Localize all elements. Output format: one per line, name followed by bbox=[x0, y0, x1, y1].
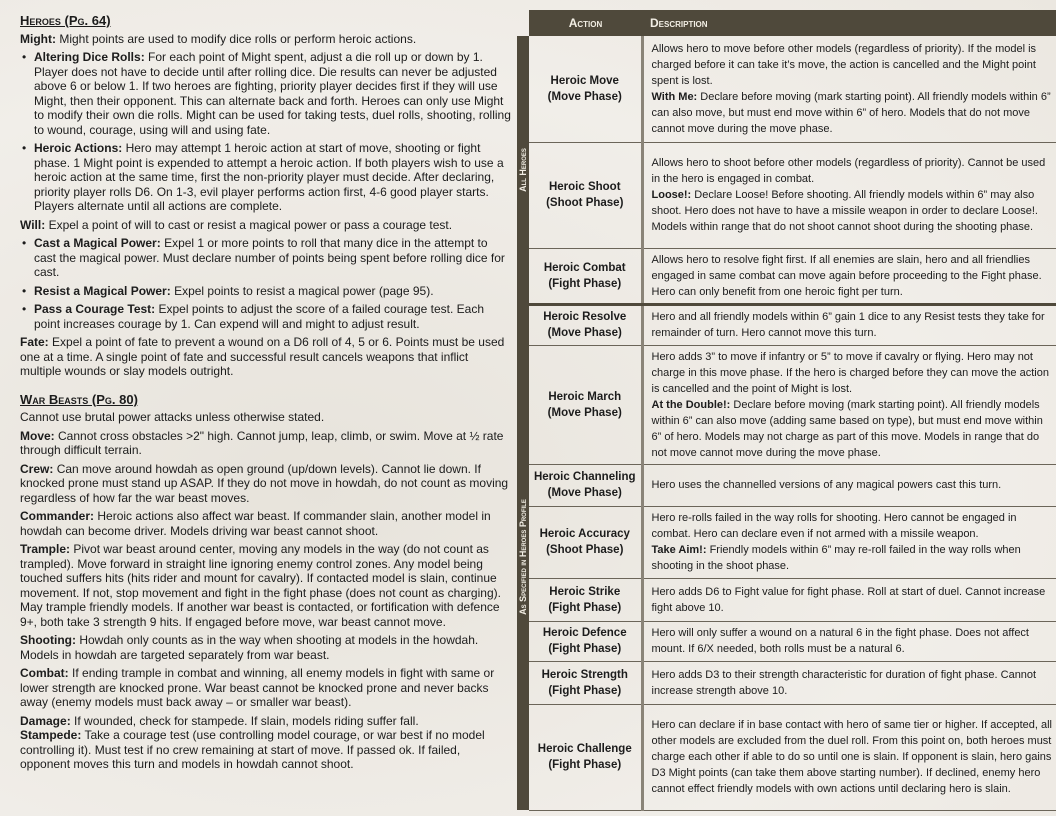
war-beast-trample-rule bbox=[20, 542, 512, 629]
rule-label: Combat: bbox=[20, 666, 69, 680]
action-name: Heroic Channeling bbox=[533, 471, 636, 483]
rule-text: Expel points to resist a magical power (page 95). bbox=[174, 283, 434, 298]
action-phase: (Fight Phase) bbox=[548, 759, 622, 771]
heroic-actions-rule bbox=[20, 141, 512, 214]
action-cell bbox=[529, 506, 642, 578]
description-text: Hero can declare if in base contact with hero of same tier or higher. If accepted, all other models are excluded from the duel roll. From this point on, both heroes must charge each other if able to do so until one is slain. If opponent is slain, hero gains D3 Might points (can take them above starting number). If declined, enemy hero cannot effect friendly models with own actions until declaring hero is slain. bbox=[651, 719, 1052, 795]
description-cell bbox=[642, 304, 1056, 345]
description-cell bbox=[642, 36, 1056, 142]
altering-dice-rolls-rule bbox=[20, 50, 512, 137]
group-label-text: All Heroes bbox=[518, 148, 528, 192]
war-beast-shooting-rule bbox=[20, 633, 512, 662]
action-name: Heroic Move bbox=[550, 74, 619, 87]
table-row bbox=[517, 661, 1056, 704]
special-action-label: Loose!: bbox=[651, 189, 692, 201]
heroes-section-title: Heroes (Pg. 64) bbox=[20, 13, 111, 28]
action-phase: (Move Phase) bbox=[547, 90, 622, 103]
special-action-label: Take Aim!: bbox=[651, 544, 707, 556]
action-name: Heroic Accuracy bbox=[539, 528, 630, 540]
description-text: Hero adds D3 to their strength characteristic for duration of fight phase. Cannot increase strength above 10. bbox=[651, 668, 1037, 697]
description-cell bbox=[642, 578, 1056, 621]
war-beast-stampede-rule bbox=[20, 728, 512, 772]
table-row bbox=[517, 248, 1056, 304]
rule-text: Expel a point of will to cast or resist a magical power or pass a courage test. bbox=[48, 217, 453, 232]
action-cell bbox=[529, 704, 642, 810]
rule-label: Fate: bbox=[20, 335, 49, 349]
rule-label: Resist a Magical Power: bbox=[34, 283, 171, 298]
special-action-label: With Me: bbox=[651, 90, 698, 103]
rule-text: Heroic actions also affect war beast. If commander slain, another model in howdah can become driver. Models driving war beast cannot shoot. bbox=[20, 509, 491, 538]
header-description: Description bbox=[642, 10, 1056, 36]
description-text: Hero adds D6 to Fight value for fight phase. Roll at start of duel. Cannot increase fight above 10. bbox=[651, 585, 1046, 614]
action-cell bbox=[529, 621, 642, 661]
war-beasts-intro: Cannot use brutal power attacks unless otherwise stated. bbox=[20, 410, 325, 424]
description-cell bbox=[642, 661, 1056, 704]
rule-text: Hero may attempt 1 heroic action at start of move, shooting or fight phase. 1 Might point is expended to attempt a heroic action. If both players wish to use a heroic action at the same time, first the non-priority player must decide. After declaring, priority player rolls D6. On 1-3, evil player performs action first, 4-6 good player starts. Players alternate until all actions are complete. bbox=[34, 141, 504, 213]
description-cell bbox=[642, 621, 1056, 661]
action-cell bbox=[529, 142, 642, 248]
action-cell bbox=[529, 345, 642, 464]
rule-label: Commander: bbox=[20, 509, 95, 523]
rule-text: Howdah only counts as in the way when shooting at models in the howdah. Models in howdah are targeted separately from war beast. bbox=[20, 633, 479, 662]
action-cell bbox=[529, 578, 642, 621]
rule-label: Move: bbox=[20, 428, 55, 443]
war-beasts-section-title: War Beasts (Pg. 80) bbox=[20, 391, 138, 407]
pass-courage-test-rule bbox=[20, 302, 512, 331]
description-cell bbox=[642, 506, 1056, 578]
war-beast-combat-rule bbox=[20, 666, 512, 710]
table-header-row bbox=[517, 10, 1056, 36]
action-cell bbox=[529, 464, 642, 506]
heroic-actions-table-container bbox=[517, 10, 1056, 811]
rule-label: Altering Dice Rolls: bbox=[34, 50, 145, 64]
description-text: Allows hero to move before other models (regardless of priority). If the model is charged before it can take it’s move, the action is cancelled and the Might point spent is lost. bbox=[651, 42, 1037, 87]
group-label-text: As Specified in Heroes Profile bbox=[518, 499, 528, 615]
table-row bbox=[517, 578, 1056, 621]
header-action: Action bbox=[529, 10, 642, 36]
rule-text: For each point of Might spent, adjust a die roll up or down by 1. Player does not have to decide until after rolling dice. Die results can never be adjusted above 6 or below 1. If two heroes are fighting, priority player decides first if they will use Might, then their opponent. This can alternate back and forth. Heroes can only use Might to modify their own die rolls. Might can be used for taking tests, duel rolls, shooting, rolling to wound, courage, using will and using fate. bbox=[34, 50, 511, 137]
heroic-actions-table bbox=[517, 10, 1056, 811]
fate-rule bbox=[20, 335, 512, 379]
action-name: Heroic Shoot bbox=[548, 181, 621, 193]
description-cell bbox=[642, 142, 1056, 248]
description-text: Hero will only suffer a wound on a natural 6 in the fight phase. Does not affect mount. If 6/X needed, both rolls must be a natural 6. bbox=[651, 627, 1029, 655]
action-cell bbox=[529, 248, 642, 304]
table-row bbox=[517, 464, 1056, 506]
description-text: Hero adds 3” to move if infantry or 5” to move if cavalry or flying. Hero may not charge in this move phase. If the hero is charged before they can move the action is cancelled and the point of Might is lost. bbox=[651, 350, 1049, 395]
action-phase: (Fight Phase) bbox=[548, 643, 622, 655]
rule-text: Expel a point of fate to prevent a wound on a D6 roll of 4, 5 or 6. Points must be used one at a time. A single point of fate and successful result cancels weapons that inflict multiple wounds or slay models outright. bbox=[20, 335, 505, 378]
special-action-text: Declare before moving (mark starting point). All friendly models within 6” can also move (adding same based on type), but must end move within 6” of hero. Models may not charge as part of this move. Models in range that do not move cannot move during the move phase. bbox=[651, 398, 1043, 459]
description-cell bbox=[642, 345, 1056, 464]
action-name: Heroic Resolve bbox=[543, 311, 627, 323]
action-phase: (Fight Phase) bbox=[548, 601, 622, 614]
might-rule bbox=[20, 32, 512, 47]
group-label-as-specified bbox=[517, 304, 529, 810]
war-beast-damage-rule bbox=[20, 714, 512, 729]
table-row bbox=[517, 142, 1056, 248]
description-cell bbox=[642, 704, 1056, 810]
special-action-text: Friendly models within 6” may re-roll failed in the way rolls when shooting in the shoot phase. bbox=[651, 544, 1021, 572]
rule-label: Stampede: bbox=[20, 728, 82, 742]
action-name: Heroic Combat bbox=[543, 261, 626, 274]
war-beast-crew-rule bbox=[20, 462, 512, 506]
action-phase: (Fight Phase) bbox=[548, 277, 622, 290]
rule-label: Will: bbox=[20, 217, 46, 232]
resist-magical-power-rule bbox=[20, 284, 512, 299]
special-action-label: At the Double!: bbox=[651, 398, 731, 411]
rules-summary-column bbox=[20, 14, 512, 776]
cast-magical-power-rule bbox=[20, 236, 512, 280]
table-row bbox=[517, 36, 1056, 142]
rule-label: Crew: bbox=[20, 461, 54, 476]
special-action-text: Declare before moving (mark starting point). All friendly models within 6” can also move, but must end move within 6” of hero. Models that do not move cannot move during the move phase. bbox=[651, 90, 1051, 135]
table-row bbox=[517, 704, 1056, 810]
description-cell bbox=[642, 464, 1056, 506]
action-cell bbox=[529, 304, 642, 345]
rule-text: Take a courage test (use controlling model courage, or war best if no model controlling it). Must test if no crew remaining at start of move. If passed ok. If failed, opponent moves this turn and models in howdah cannot shoot. bbox=[20, 728, 485, 771]
description-text: Allows hero to resolve fight first. If all enemies are slain, hero and all friendlies engaged in same combat can move again before proceeding to the Fight phase. Hero can only benefit from one heroic fight per turn. bbox=[651, 253, 1042, 298]
description-cell bbox=[642, 248, 1056, 304]
action-phase: (Fight Phase) bbox=[548, 684, 622, 697]
action-phase: (Shoot Phase) bbox=[546, 544, 624, 556]
rule-label: Trample: bbox=[20, 542, 71, 556]
description-text: Hero re-rolls failed in the way rolls for shooting. Hero cannot be engaged in combat. Hero can declare even if not armed with a missile weapon. bbox=[651, 512, 1017, 540]
rule-label: Cast a Magical Power: bbox=[34, 236, 161, 250]
rule-text: Can move around howdah as open ground (up/down levels). Cannot lie down. If knocked prone must stand up ASAP. If they do not move in howdah, do not count as moving regardless of how far the war beast moves. bbox=[20, 461, 509, 505]
action-name: Heroic Defence bbox=[542, 627, 627, 639]
rule-label: Damage: bbox=[20, 713, 71, 728]
rule-label: Might: bbox=[20, 31, 56, 46]
special-action-text: Declare Loose! Before shooting. All friendly models within 6” may also shoot. Hero does not have to have a missile weapon in order to declare Loose!. Models within range that do not shoot cannot shoot during the shooting phase. bbox=[651, 189, 1038, 233]
action-name: Heroic Challenge bbox=[537, 743, 632, 755]
action-cell bbox=[529, 661, 642, 704]
rule-text: Pivot war beast around center, moving any models in the way (do not count as trampled). Move forward in straight line ignoring enemy control zones. Any model being touched suffers hits (hits rider and mount for cavalry). If contacted model is slain, continue movement. If not, stop movement and fight in the fight phase (does not count as charging). May trample friendly models. If another war beast is contacted, or fortification with defence 9+, both take 3 strength 9 hits. If engaged before move, war beast cannot move. bbox=[20, 542, 501, 629]
rule-label: Heroic Actions: bbox=[34, 141, 123, 155]
description-text: Allows hero to shoot before other models (regardless of priority). Cannot be used in the hero is engaged in combat. bbox=[651, 157, 1046, 185]
action-name: Heroic Strength bbox=[541, 668, 628, 681]
description-text: Hero and all friendly models within 6” gain 1 dice to any Resist tests they take for remainder of turn. Hero cannot move this turn. bbox=[651, 311, 1045, 339]
action-phase: (Move Phase) bbox=[547, 327, 622, 339]
war-beast-move-rule bbox=[20, 429, 512, 458]
action-phase: (Move Phase) bbox=[547, 406, 622, 419]
table-row bbox=[517, 345, 1056, 464]
rule-text: Might points are used to modify dice rolls or perform heroic actions. bbox=[59, 31, 417, 46]
table-row bbox=[517, 621, 1056, 661]
table-row bbox=[517, 506, 1056, 578]
rule-text: If ending trample in combat and winning, all enemy models in fight with same or lower strength are knocked prone. War beast cannot be knocked prone and never backs away (enemy models must back away – or smaller war beast). bbox=[20, 666, 495, 709]
rule-text: Expel points to adjust the score of a failed courage test. Each point increases courage by 1. Can expend will and might to adjust result. bbox=[34, 302, 485, 331]
action-phase: (Move Phase) bbox=[547, 487, 622, 499]
action-cell bbox=[529, 36, 642, 142]
rule-text: Cannot cross obstacles >2" high. Cannot jump, leap, climb, or swim. Move at ½ rate through difficult terrain. bbox=[20, 428, 504, 457]
table-row bbox=[517, 304, 1056, 345]
description-text: Hero uses the channelled versions of any magical powers cast this turn. bbox=[651, 479, 1002, 491]
action-name: Heroic Strike bbox=[549, 585, 621, 598]
action-phase: (Shoot Phase) bbox=[546, 197, 624, 209]
rule-text: If wounded, check for stampede. If slain, models riding suffer fall. bbox=[74, 713, 419, 728]
rule-text: Expel 1 or more points to roll that many dice in the attempt to cast the magical power. Must declare number of points being spent before rolling dice for cast. bbox=[34, 236, 505, 279]
will-rule bbox=[20, 218, 512, 233]
rule-label: Pass a Courage Test: bbox=[34, 302, 156, 316]
rule-label: Shooting: bbox=[20, 633, 76, 647]
war-beast-commander-rule bbox=[20, 509, 512, 538]
action-name: Heroic March bbox=[548, 390, 622, 403]
group-label-all-heroes bbox=[517, 36, 529, 304]
